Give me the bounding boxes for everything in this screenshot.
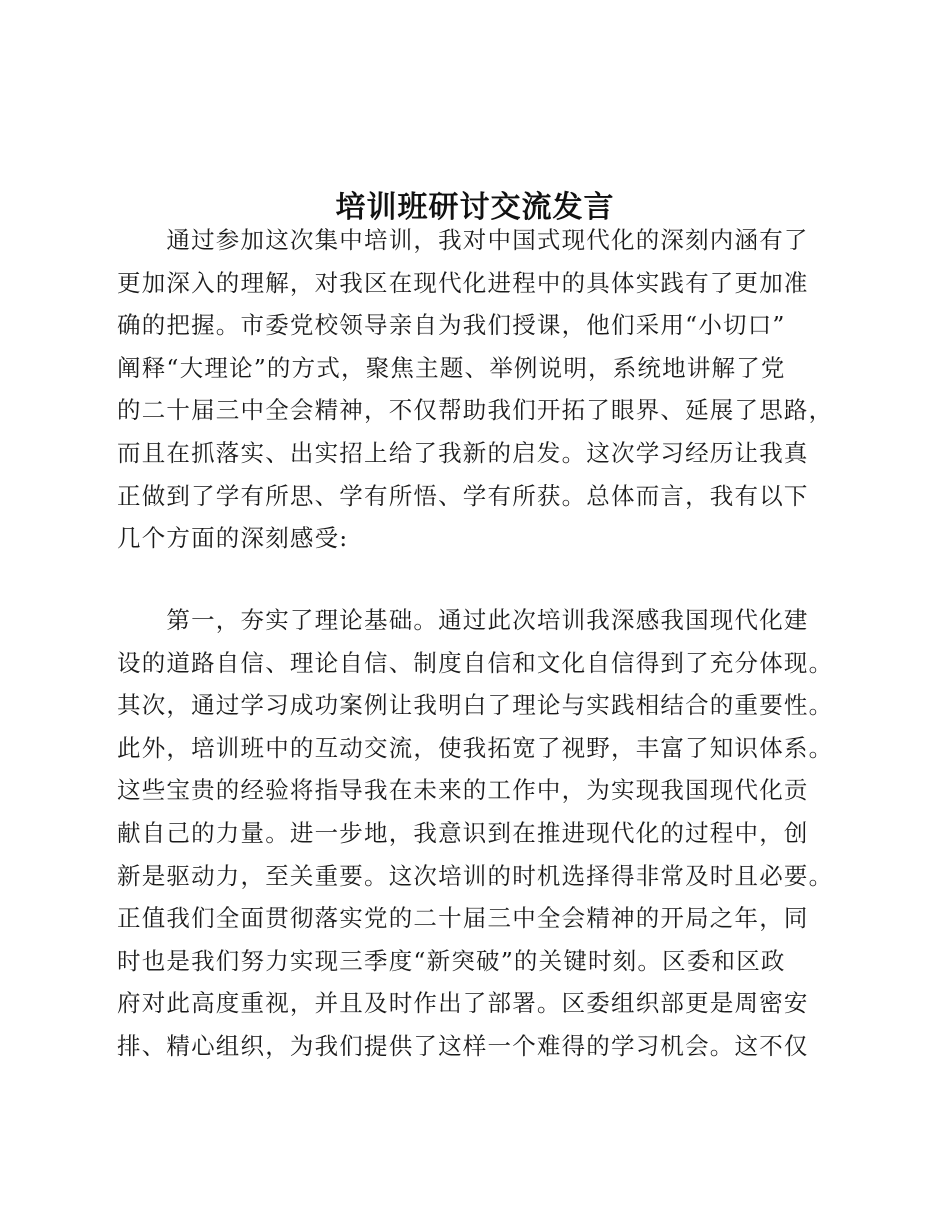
- document-title: 培训班研讨交流发言: [335, 190, 615, 225]
- text-line: 这些宝贵的经验将指导我在未来的工作中，为实现我国现代化贡: [117, 776, 809, 805]
- paragraph-intro: [117, 219, 833, 560]
- text-line: 更加深入的理解，对我区在现代化进程中的具体实践有了更加准: [117, 268, 809, 297]
- text-line: 新是驱动力，至关重要。这次培训的时机选择得非常及时且必要。: [117, 861, 834, 890]
- text-line: 时也是我们努力实现三季度“新突破”的关键时刻。区委和区政: [117, 946, 786, 975]
- text-line: 几个方面的深刻感受:: [117, 524, 349, 553]
- text-line: 设的道路自信、理论自信、制度自信和文化自信得到了充分体现。: [117, 648, 834, 677]
- text-line: 排、精心组织，为我们提供了这样一个难得的学习机会。这不仅: [117, 1031, 809, 1060]
- text-line: 正做到了学有所思、学有所悟、学有所获。总体而言，我有以下: [117, 481, 809, 510]
- text-line: 府对此高度重视，并且及时作出了部署。区委组织部更是周密安: [117, 989, 809, 1018]
- text-line: 而且在抓落实、出实招上给了我新的启发。这次学习经历让我真: [117, 438, 809, 467]
- text-line: 正值我们全面贯彻落实党的二十届三中全会精神的开局之年，同: [117, 904, 809, 933]
- text-line: 献自己的力量。进一步地，我意识到在推进现代化的过程中，创: [117, 818, 809, 847]
- paragraph-first-point: [117, 599, 833, 1068]
- text-line: 其次，通过学习成功案例让我明白了理论与实践相结合的重要性。: [117, 691, 834, 720]
- text-line: 通过参加这次集中培训，我对中国式现代化的深刻内涵有了: [117, 226, 809, 254]
- text-line: 确的把握。市委党校领导亲自为我们授课，他们采用“小切口”: [117, 311, 786, 340]
- text-line: 此外，培训班中的互动交流，使我拓宽了视野，丰富了知识体系。: [117, 733, 834, 762]
- text-line: 的二十届三中全会精神，不仅帮助我们开拓了眼界、延展了思路，: [117, 396, 834, 425]
- text-line: 第一，夯实了理论基础。通过此次培训我深感我国现代化建: [117, 606, 809, 634]
- text-line: 阐释“大理论”的方式，聚焦主题、举例说明，系统地讲解了党: [117, 353, 786, 382]
